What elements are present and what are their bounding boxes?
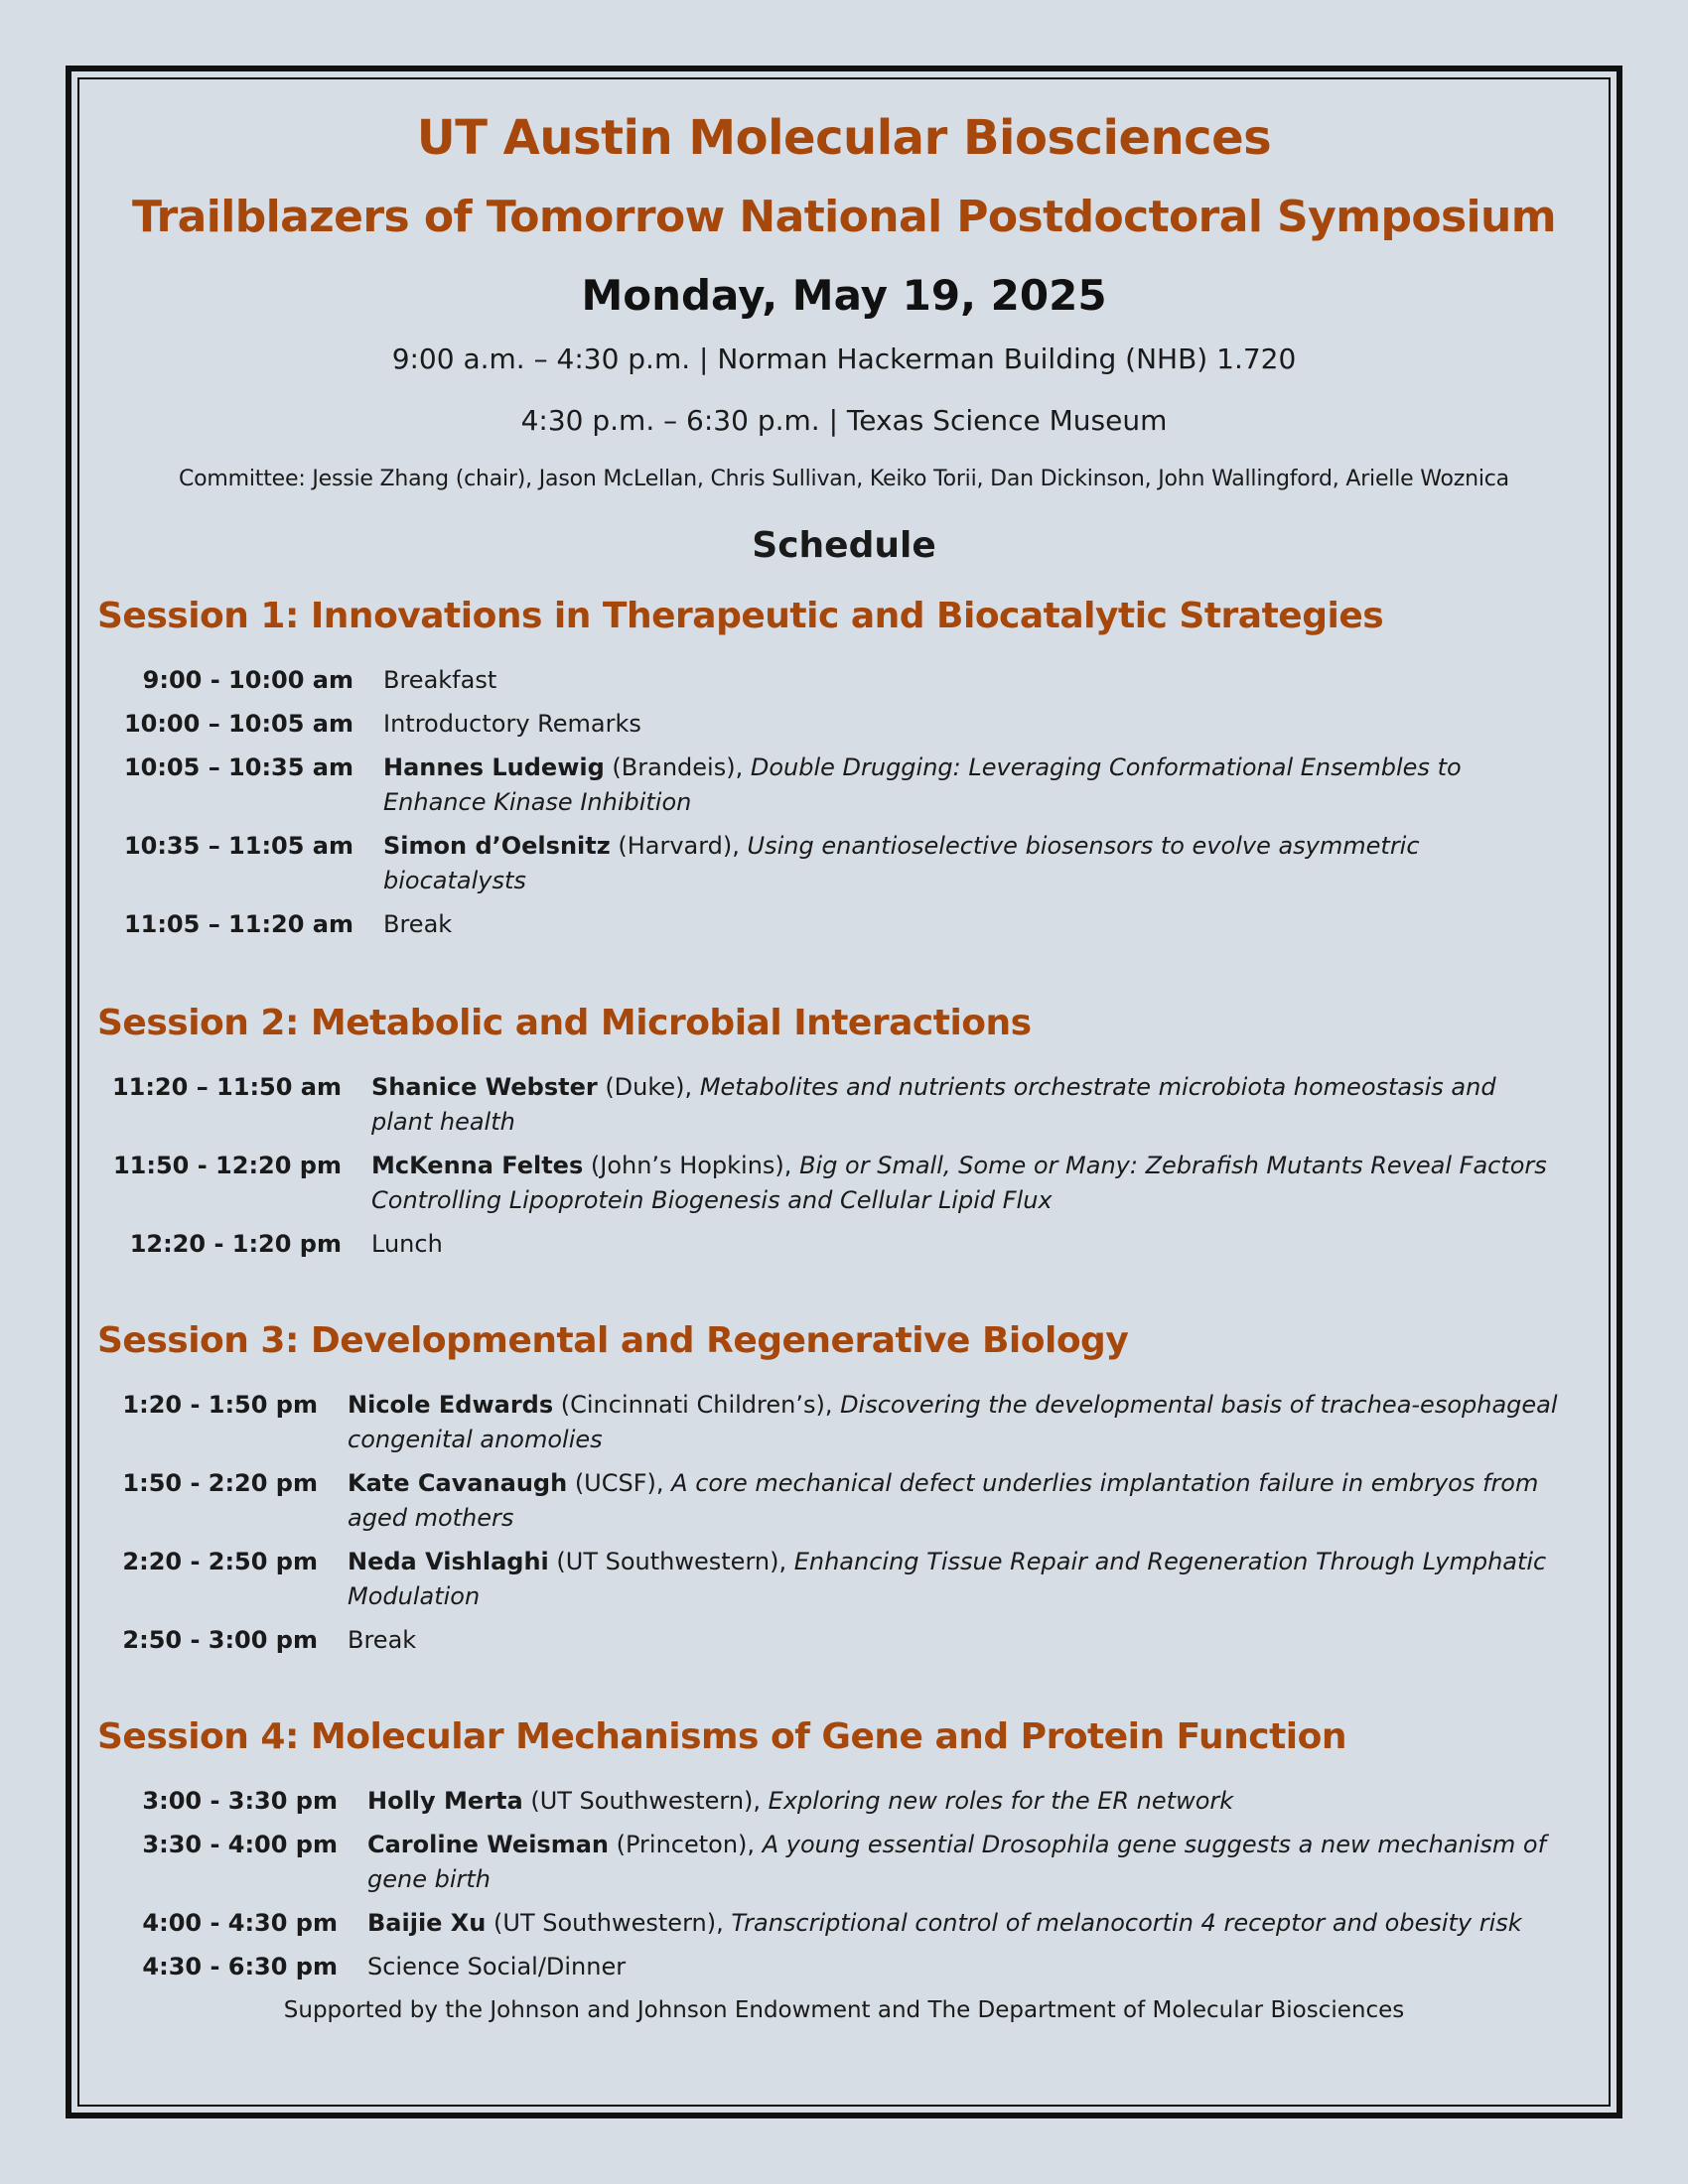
- event-date: Monday, May 19, 2025: [581, 271, 1107, 320]
- speaker-name: Hannes Ludewig: [383, 753, 605, 781]
- schedule-row: [95, 1784, 1549, 1828]
- schedule-row: [95, 1828, 1549, 1906]
- session-title: Session 2: Metabolic and Microbial Interactions: [97, 1003, 1032, 1043]
- entry-description: [371, 1070, 1553, 1149]
- time-slot: 3:00 - 3:30 pm: [142, 1787, 338, 1815]
- speaker-name: Baijie Xu: [367, 1909, 487, 1937]
- sponsor-footer: Supported by the Johnson and Johnson Endowment and The Department of Molecular Biosciences: [283, 1997, 1405, 2023]
- entry-description: [371, 1149, 1553, 1227]
- talk-title: A young essential Drosophila gene suggests a new mechanism of gene birth: [367, 1831, 1547, 1893]
- time-slot: 11:20 – 11:50 am: [111, 1073, 342, 1101]
- venue-day: 9:00 a.m. – 4:30 p.m. | Norman Hackerman Building (NHB) 1.720: [391, 342, 1297, 375]
- speaker-affiliation: (UCSF),: [567, 1469, 672, 1497]
- time-slot: 11:05 – 11:20 am: [123, 910, 353, 938]
- speaker-affiliation: (Harvard),: [610, 832, 748, 860]
- talk-title: Enhancing Tissue Repair and Regeneration Through Lymphatic Modulation: [348, 1548, 1547, 1610]
- speaker-affiliation: (Duke),: [597, 1073, 700, 1101]
- speaker-affiliation: (UT Southwestern),: [522, 1787, 769, 1815]
- speaker-name: Kate Cavanaugh: [348, 1469, 568, 1497]
- speaker-affiliation: (John’s Hopkins),: [583, 1152, 800, 1179]
- speaker-affiliation: (Cincinnati Children’s),: [553, 1391, 841, 1419]
- entry-description: [383, 663, 1555, 707]
- entry-description: [383, 707, 1555, 751]
- time-slot: 1:50 - 2:20 pm: [122, 1469, 318, 1497]
- entry-label: Science Social/Dinner: [367, 1953, 627, 1980]
- entry-description: [348, 1466, 1559, 1545]
- talk-title: Double Drugging: Leveraging Conformational Ensembles to Enhance Kinase Inhibition: [383, 753, 1462, 816]
- time-slot: 9:00 - 10:00 am: [142, 666, 353, 694]
- time-slot: 4:30 - 6:30 pm: [142, 1953, 338, 1980]
- time-slot: 10:00 – 10:05 am: [123, 710, 353, 738]
- schedule-heading: Schedule: [752, 525, 936, 566]
- talk-title: Metabolites and nutrients orchestrate microbiota homeostasis and plant health: [371, 1073, 1496, 1136]
- speaker-name: McKenna Feltes: [371, 1152, 584, 1179]
- entry-description: [367, 1828, 1549, 1906]
- speaker-affiliation: (Brandeis),: [604, 753, 751, 781]
- session-schedule: [95, 1388, 1559, 1667]
- entry-description: [371, 1227, 1553, 1271]
- schedule-row: [95, 907, 1555, 951]
- entry-description: [367, 1906, 1549, 1950]
- entry-description: [348, 1388, 1559, 1466]
- schedule-row: [95, 829, 1555, 907]
- schedule-row: [95, 1070, 1553, 1149]
- entry-label: Lunch: [371, 1230, 443, 1258]
- entry-description: [367, 1950, 1549, 1993]
- talk-title: Discovering the developmental basis of trachea-esophageal congenital anomolies: [348, 1391, 1558, 1453]
- talk-title: Using enantioselective biosensors to evolve asymmetric biocatalysts: [383, 832, 1420, 894]
- entry-description: [383, 829, 1555, 907]
- time-slot: 3:30 - 4:00 pm: [142, 1831, 338, 1858]
- time-slot: 4:00 - 4:30 pm: [142, 1909, 338, 1937]
- entry-description: [348, 1545, 1559, 1623]
- symposium-title: Trailblazers of Tomorrow National Postdoctoral Symposium: [131, 192, 1557, 242]
- entry-description: [367, 1784, 1549, 1828]
- schedule-row: [95, 1149, 1553, 1227]
- speaker-affiliation: (UT Southwestern),: [486, 1909, 732, 1937]
- talk-title: Big or Small, Some or Many: Zebrafish Mutants Reveal Factors Controlling Lipoprotein Biogenesis and Cellular Lipid Flux: [371, 1152, 1547, 1214]
- schedule-row: [95, 1545, 1559, 1623]
- entry-label: Breakfast: [383, 666, 497, 694]
- entry-label: Introductory Remarks: [383, 710, 641, 738]
- entry-label: Break: [383, 910, 453, 938]
- schedule-row: [95, 1466, 1559, 1545]
- schedule-row: [95, 707, 1555, 751]
- schedule-row: [95, 1388, 1559, 1466]
- talk-title: Transcriptional control of melanocortin 4 receptor and obesity risk: [731, 1909, 1522, 1937]
- time-slot: 10:35 – 11:05 am: [123, 832, 353, 860]
- session-schedule: [95, 1070, 1553, 1271]
- schedule-row: [95, 1906, 1549, 1950]
- session-title: Session 4: Molecular Mechanisms of Gene and Protein Function: [97, 1716, 1346, 1757]
- time-slot: 10:05 – 10:35 am: [123, 753, 353, 781]
- speaker-name: Caroline Weisman: [367, 1831, 609, 1858]
- institution-title: UT Austin Molecular Biosciences: [416, 110, 1272, 166]
- entry-description: [348, 1623, 1559, 1667]
- schedule-row: [95, 1227, 1553, 1271]
- speaker-name: Holly Merta: [367, 1787, 523, 1815]
- speaker-name: Neda Vishlaghi: [348, 1548, 549, 1575]
- schedule-row: [95, 1950, 1549, 1993]
- time-slot: 12:20 - 1:20 pm: [129, 1230, 342, 1258]
- speaker-name: Shanice Webster: [371, 1073, 598, 1101]
- flyer-content: [95, 99, 1593, 2027]
- session-schedule: [95, 663, 1555, 951]
- session-schedule: [95, 1784, 1549, 1993]
- talk-title: Exploring new roles for the ER network: [768, 1787, 1234, 1815]
- speaker-affiliation: (Princeton),: [609, 1831, 763, 1858]
- schedule-row: [95, 663, 1555, 707]
- time-slot: 2:50 - 3:00 pm: [122, 1626, 318, 1654]
- time-slot: 1:20 - 1:50 pm: [122, 1391, 318, 1419]
- time-slot: 2:20 - 2:50 pm: [122, 1548, 318, 1575]
- entry-description: [383, 751, 1555, 829]
- venue-evening: 4:30 p.m. – 6:30 p.m. | Texas Science Museum: [520, 404, 1168, 437]
- talk-title: A core mechanical defect underlies implantation failure in embryos from aged mothers: [348, 1469, 1539, 1532]
- speaker-affiliation: (UT Southwestern),: [548, 1548, 794, 1575]
- time-slot: 11:50 - 12:20 pm: [112, 1152, 342, 1179]
- entry-description: [383, 907, 1555, 951]
- speaker-name: Nicole Edwards: [348, 1391, 554, 1419]
- session-title: Session 1: Innovations in Therapeutic and Biocatalytic Strategies: [97, 596, 1384, 636]
- schedule-row: [95, 751, 1555, 829]
- speaker-name: Simon d’Oelsnitz: [383, 832, 611, 860]
- session-title: Session 3: Developmental and Regenerative Biology: [97, 1320, 1129, 1361]
- committee-list: Committee: Jessie Zhang (chair), Jason McLellan, Chris Sullivan, Keiko Torii, Dan Dickinson, John Wallingford, Arielle Woznica: [179, 467, 1509, 491]
- entry-label: Break: [348, 1626, 417, 1654]
- schedule-row: [95, 1623, 1559, 1667]
